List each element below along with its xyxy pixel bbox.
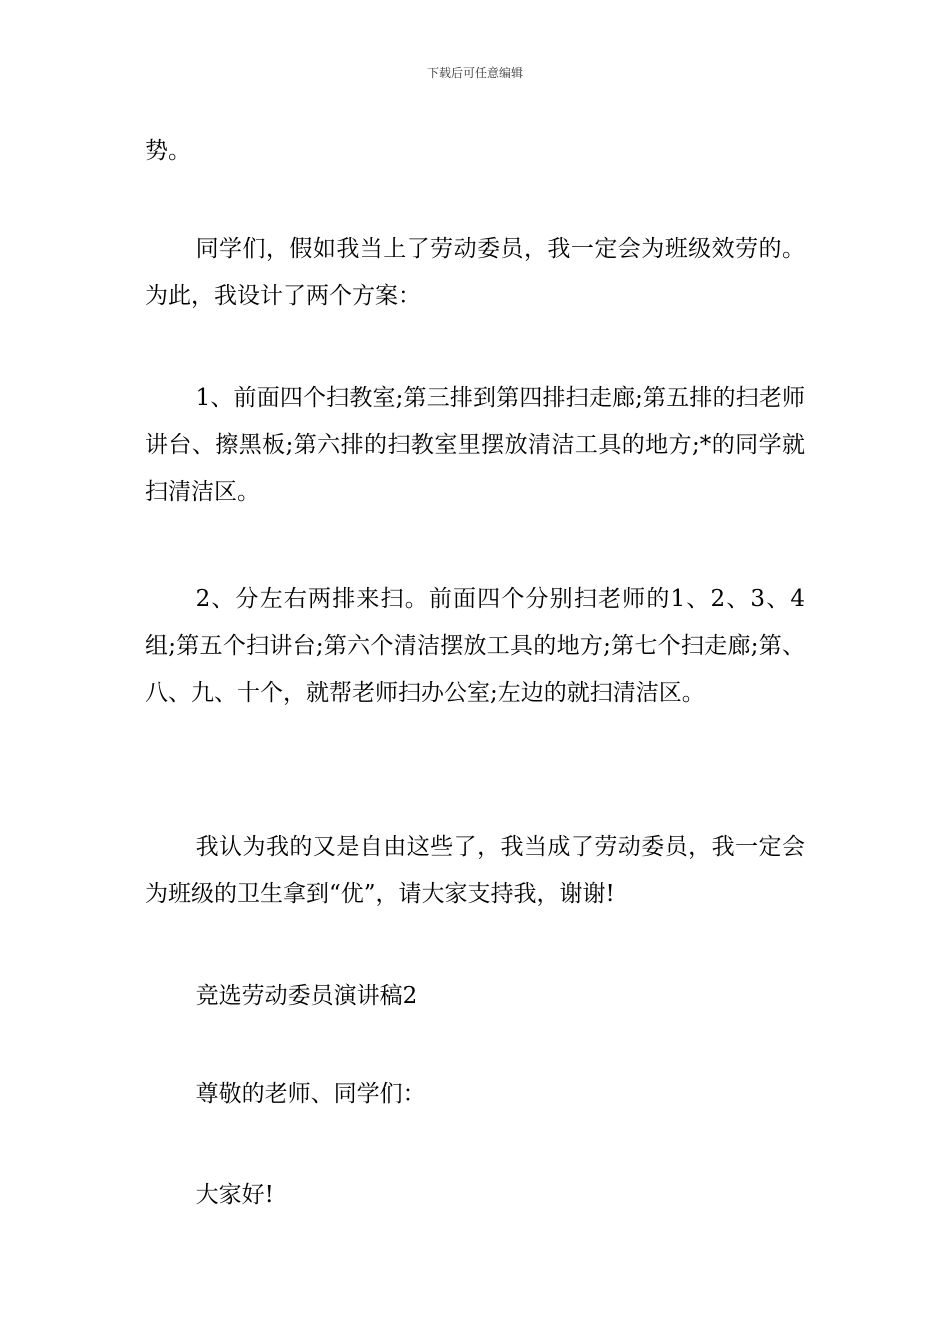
salutation: 尊敬的老师、同学们： [195, 1081, 426, 1107]
paragraph-plan-one: 1、前面四个扫教室;第三排到第四排扫走廊;第五排的扫老师讲台、擦黑板;第六排的扫教室里摆放清洁工具的地方;*的同学就扫清洁区。 [145, 385, 805, 505]
paragraph-plan-two: 2、分左右两排来扫。前面四个分别扫老师的1、2、3、4组;第五个扫讲台;第六个清洁摆放工具的地方;第七个扫走廊;第、八、九、十个，就帮老师扫办公室;左边的就扫清洁区。 [145, 586, 805, 706]
page-header: 下载后可任意编辑 [426, 66, 523, 80]
speech-title: 竞选劳动委员演讲稿2 [195, 983, 418, 1009]
paragraph-continuation: 势。 [145, 138, 191, 164]
paragraph-intro: 同学们，假如我当上了劳动委员，我一定会为班级效劳的。为此，我设计了两个方案： [145, 236, 805, 309]
greeting: 大家好! [195, 1182, 274, 1208]
paragraph-closing: 我认为我的又是自由这些了，我当成了劳动委员，我一定会为班级的卫生拿到“优”，请大家支持我，谢谢! [145, 834, 805, 907]
